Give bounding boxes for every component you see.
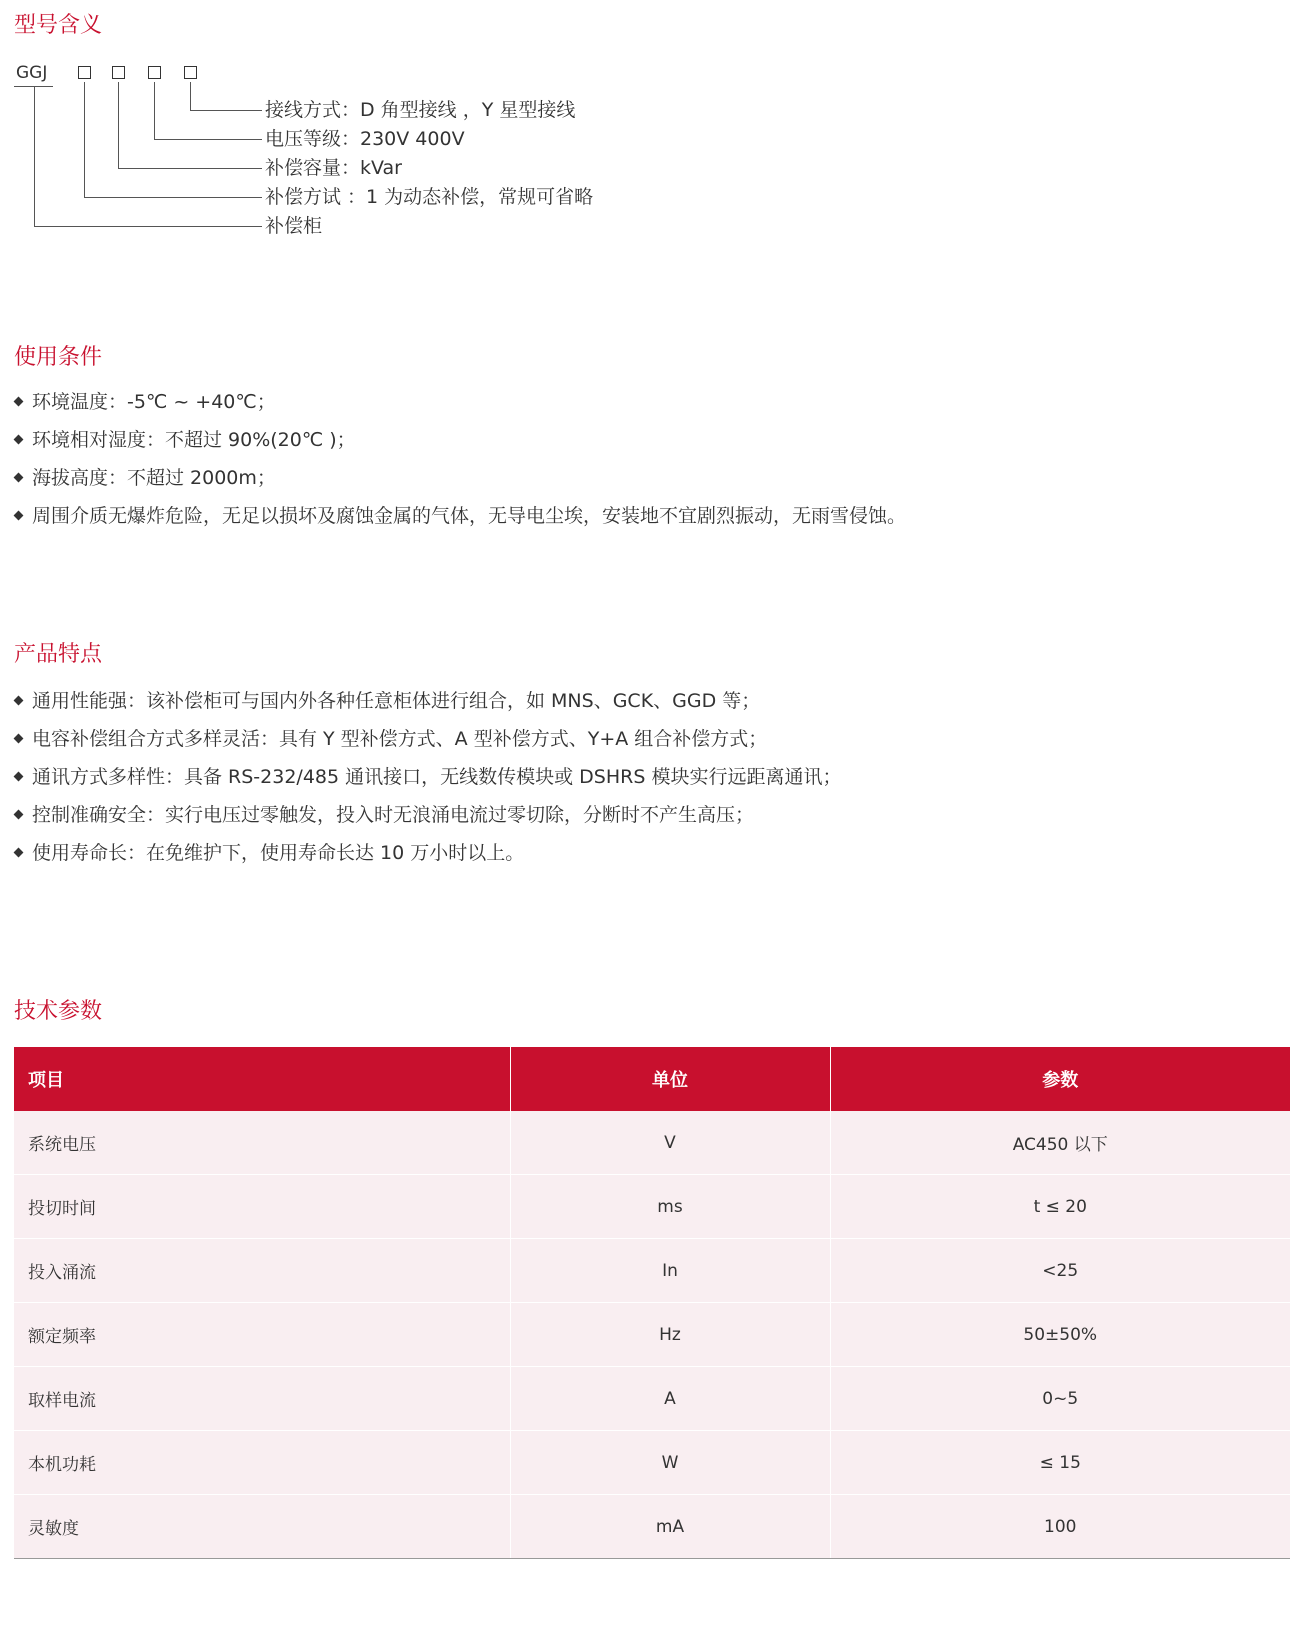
leader-2 <box>154 139 262 140</box>
list-item: 周围介质无爆炸危险，无足以损坏及腐蚀金属的气体，无导电尘埃，安装地不宜剧烈振动，无雨雪侵蚀。 <box>14 504 906 528</box>
cell-item: 投入涌流 <box>14 1239 510 1303</box>
features-list <box>14 689 841 865</box>
cell-value: ≤ 15 <box>830 1431 1290 1495</box>
cell-item: 取样电流 <box>14 1367 510 1431</box>
cell-unit: In <box>510 1239 830 1303</box>
list-item: 通讯方式多样性：具备 RS-232/485 通讯接口，无线数传模块或 DSHRS 模块实行远距离通讯； <box>14 765 841 789</box>
header-unit: 单位 <box>510 1047 830 1111</box>
connector-box-2 <box>118 82 119 168</box>
cell-item: 投切时间 <box>14 1175 510 1239</box>
model-box-4 <box>184 66 197 79</box>
list-item: 使用寿命长：在免维护下，使用寿命长达 10 万小时以上。 <box>14 841 841 865</box>
cell-value: t ≤ 20 <box>830 1175 1290 1239</box>
table-row <box>14 1239 1290 1303</box>
cell-value: 0~5 <box>830 1367 1290 1431</box>
cell-value: <25 <box>830 1239 1290 1303</box>
table-row <box>14 1175 1290 1239</box>
cell-item: 系统电压 <box>14 1111 510 1175</box>
bullet-diamond-icon <box>14 772 24 782</box>
cell-item: 本机功耗 <box>14 1431 510 1495</box>
table-header-row <box>14 1047 1290 1111</box>
model-section-title: 型号含义 <box>14 13 103 38</box>
model-diagram <box>0 0 700 260</box>
model-box-1 <box>78 66 91 79</box>
table-row <box>14 1367 1290 1431</box>
cell-value: 50±50% <box>830 1303 1290 1367</box>
leader-5 <box>34 226 262 227</box>
bullet-diamond-icon <box>14 734 24 744</box>
bullet-diamond-icon <box>14 435 24 445</box>
specs-table <box>14 1047 1290 1559</box>
specs-section-title: 技术参数 <box>14 999 103 1024</box>
cell-value: 100 <box>830 1495 1290 1559</box>
list-item: 环境温度：-5℃ ~ +40℃； <box>14 390 906 414</box>
cell-value: AC450 以下 <box>830 1111 1290 1175</box>
table-row <box>14 1111 1290 1175</box>
table-row <box>14 1303 1290 1367</box>
list-item: 控制准确安全：实行电压过零触发，投入时无浪涌电流过零切除，分断时不产生高压； <box>14 803 841 827</box>
bullet-diamond-icon <box>14 397 24 407</box>
model-prefix: GGJ <box>16 63 48 83</box>
cell-item: 额定频率 <box>14 1303 510 1367</box>
leader-4 <box>84 197 262 198</box>
bullet-diamond-icon <box>14 696 24 706</box>
conditions-list <box>14 390 906 528</box>
conditions-section-title: 使用条件 <box>14 345 103 370</box>
header-item: 项目 <box>14 1047 510 1111</box>
cell-unit: V <box>510 1111 830 1175</box>
connector-prefix <box>34 87 35 226</box>
connector-box-1 <box>84 82 85 197</box>
list-item: 海拔高度：不超过 2000m； <box>14 466 906 490</box>
model-box-3 <box>148 66 161 79</box>
cell-item: 灵敏度 <box>14 1495 510 1559</box>
bullet-diamond-icon <box>14 810 24 820</box>
list-item: 电容补偿组合方式多样灵活：具有 Y 型补偿方式、A 型补偿方式、Y+A 组合补偿方式； <box>14 727 841 751</box>
bullet-diamond-icon <box>14 511 24 521</box>
cell-unit: Hz <box>510 1303 830 1367</box>
cell-unit: A <box>510 1367 830 1431</box>
legend-voltage: 电压等级：230V 400V <box>265 128 465 150</box>
model-box-2 <box>112 66 125 79</box>
list-item: 通用性能强：该补偿柜可与国内外各种任意柜体进行组合，如 MNS、GCK、GGD 等； <box>14 689 841 713</box>
connector-box-4 <box>190 82 191 110</box>
features-section-title: 产品特点 <box>14 642 103 667</box>
cell-unit: mA <box>510 1495 830 1559</box>
cell-unit: W <box>510 1431 830 1495</box>
cell-unit: ms <box>510 1175 830 1239</box>
header-value: 参数 <box>830 1047 1290 1111</box>
connector-box-3 <box>154 82 155 139</box>
bullet-diamond-icon <box>14 848 24 858</box>
table-row <box>14 1495 1290 1559</box>
leader-1 <box>190 110 262 111</box>
legend-mode: 补偿方试 ：1 为动态补偿，常规可省略 <box>265 186 594 208</box>
bullet-diamond-icon <box>14 473 24 483</box>
legend-wiring: 接线方式：D 角型接线 ，Y 星型接线 <box>265 99 576 121</box>
list-item: 环境相对湿度：不超过 90%(20℃ )； <box>14 428 906 452</box>
legend-cabinet: 补偿柜 <box>265 215 323 237</box>
leader-3 <box>118 168 262 169</box>
legend-capacity: 补偿容量：kVar <box>265 157 402 179</box>
table-row <box>14 1431 1290 1495</box>
